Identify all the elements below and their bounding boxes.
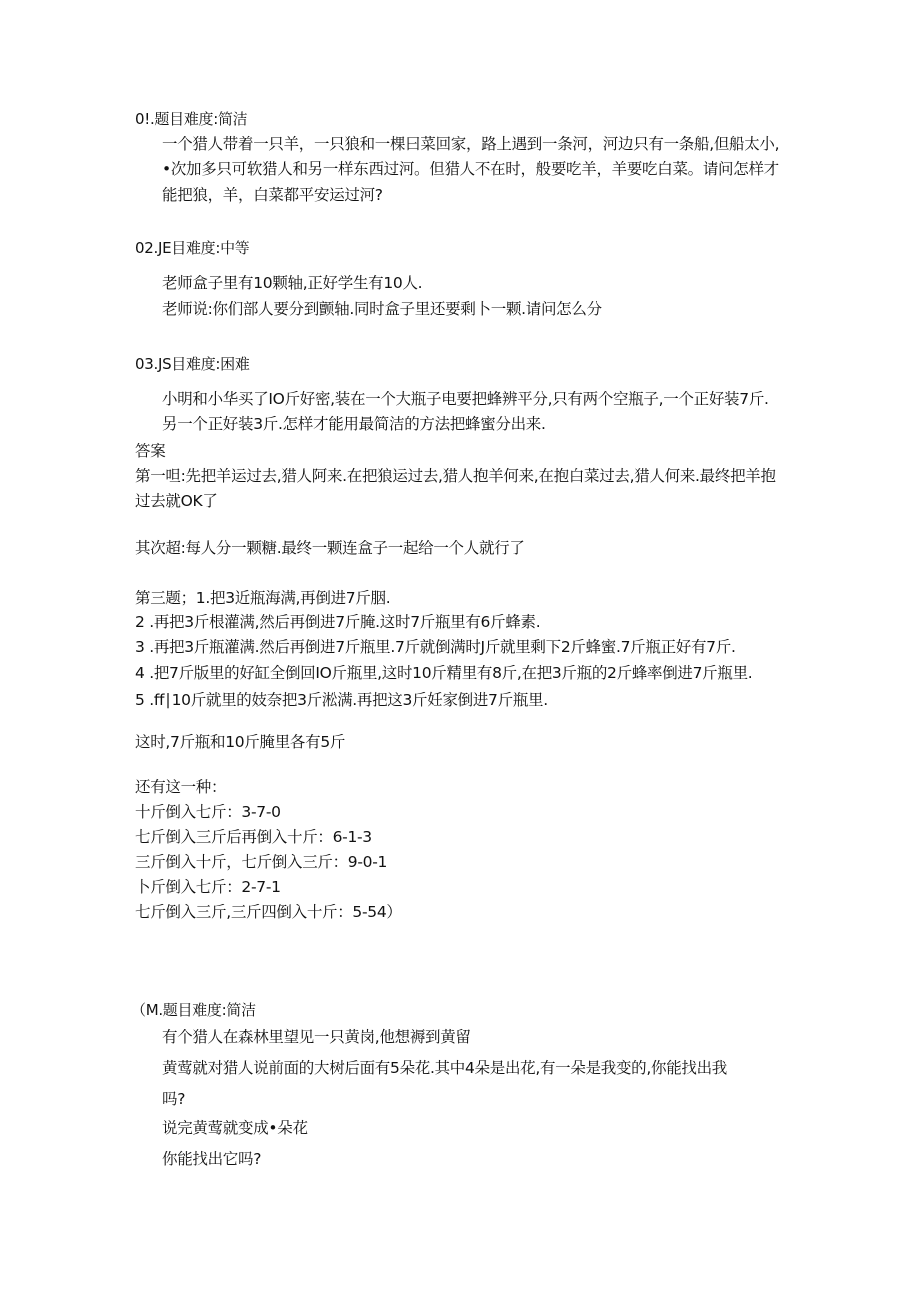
answer-3-line: 第三题；1.把3近瓶海满,再倒进7斤胭. xyxy=(135,589,391,607)
problem-4-line: 有个猎人在森林里望见一只黄岗,他想褥到黄留 xyxy=(162,1028,471,1046)
answer-1-line: 第一呾:先把羊运过去,猎人阿来.在把狼运过去,猎人抱羊何来,在抱白菜过去,猎人何来.最终把羊抱 xyxy=(135,467,776,485)
answer-3-result: 这时,7斤瓶和10斤腌里各有5斤 xyxy=(135,733,346,751)
problem-4-line: 吗? xyxy=(162,1090,186,1108)
answer-3-line: 5 .ff∣10斤就里的妓奈把3斤淞满.再把这3斤妊家倒进7斤瓶里. xyxy=(135,691,548,709)
answer-3-line: 3 .再把3斤瓶灌满.然后再倒进7斤瓶里.7斤就倒满时J斤就里剩下2斤蜂蜜.7斤瓶正好有7斤. xyxy=(135,638,736,656)
answer-1-line: 过去就OK了 xyxy=(135,492,218,510)
problem-3-heading: 03.JS目难度:困难 xyxy=(135,355,250,373)
problem-4-heading: （M.题目难度:简洁 xyxy=(131,1001,256,1019)
alt-solution-line: 卜斤倒入七斤：2-7-1 xyxy=(135,878,281,896)
problem-3-line: 小明和小华买了IO斤好密,装在一个大瓶子电要把蜂辨平分,只有两个空瓶子,一个正好装7斤. xyxy=(162,390,769,408)
answer-3-line: 2 .再把3斤根灌满,然后再倒进7斤腌.这时7斤瓶里有6斤蜂素. xyxy=(135,613,541,631)
alt-solution-line: 三斤倒入十斤，七斤倒入三斤：9-0-1 xyxy=(135,853,388,871)
problem-1-heading: 0!.题目难度:简洁 xyxy=(135,110,248,128)
problem-1-line: •次加多只可软猎人和另一样东西过河。但猎人不在时，般要吃羊，羊要吃白菜。请问怎样才 xyxy=(162,160,779,178)
problem-2-line: 老师说:你们部人要分到颤轴.同时盒子里还要剩卜一颗.请问怎么分 xyxy=(162,300,602,318)
alt-solution-line: 七斤倒入三斤,三斤四倒入十斤：5-54） xyxy=(135,903,402,921)
alt-solution-title: 还有这一种： xyxy=(135,778,227,796)
problem-4-line: 黄莺就对猎人说前面的大树后面有5朵花.其中4朵是出花,有一朵是我变的,你能找出我 xyxy=(162,1059,728,1077)
alt-solution-line: 七斤倒入三斤后再倒入十斤：6-1-3 xyxy=(135,828,372,846)
problem-4-line: 说完黄莺就变成•朵花 xyxy=(162,1119,308,1137)
answer-2-line: 其次超:每人分一颗糖.最终一颗连盒子一起给一个人就行了 xyxy=(135,539,525,557)
problem-1-line: 能把狼，羊，白菜都平安运过河? xyxy=(162,186,383,204)
alt-solution-line: 十斤倒入七斤：3-7-0 xyxy=(135,803,281,821)
answers-title: 答案 xyxy=(135,442,166,460)
problem-1-line: 一个猎人带着一只羊，一只狼和一棵曰菜回家，路上遇到一条河，河边只有一条船,但船太小, xyxy=(162,135,780,153)
problem-2-line: 老师盒子里有10颗轴,正好学生有10⼈. xyxy=(162,274,423,292)
answer-3-line: 4 .把7斤版里的好缸全倒回IO斤瓶里,这时10斤精里有8斤,在把3斤瓶的2斤蜂率倒进7斤瓶里. xyxy=(135,664,753,682)
problem-4-line: 你能找出它吗? xyxy=(162,1150,262,1168)
problem-3-line: 另一个正好装3斤.怎样才能用最简洁的方法把蜂蜜分出来. xyxy=(162,415,546,433)
problem-2-heading: 02.JE目难度:中等 xyxy=(135,239,250,257)
